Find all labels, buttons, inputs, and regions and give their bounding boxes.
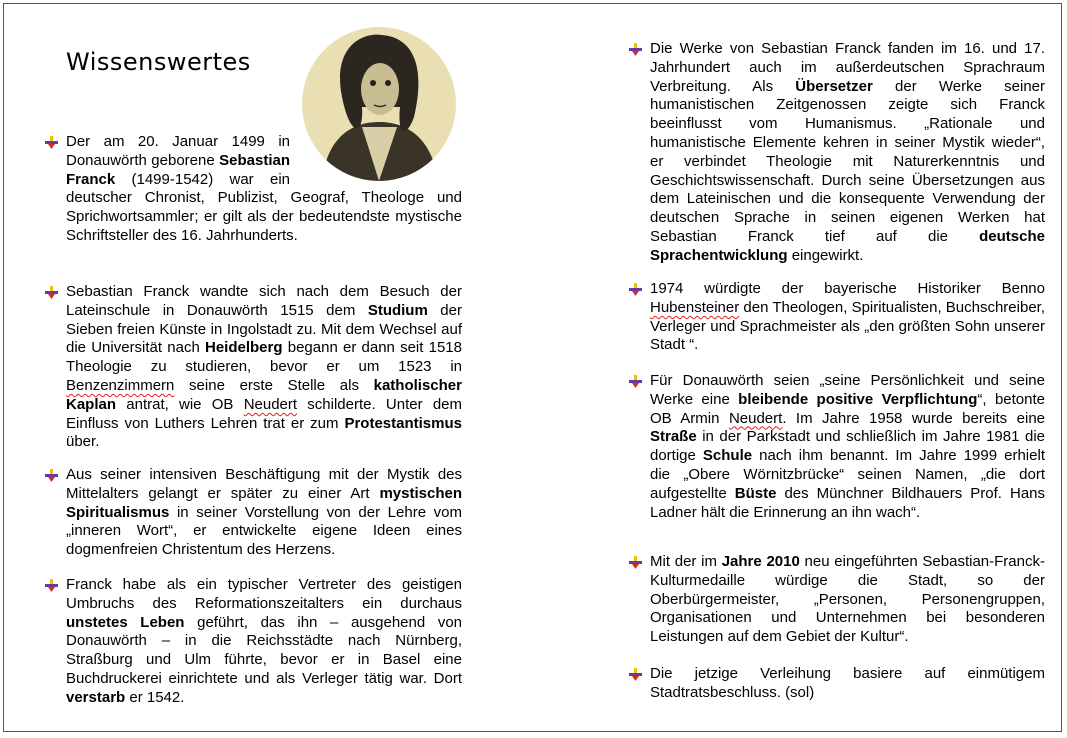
bullet-arrow-icon [45,286,58,299]
bullet-arrow-icon [629,556,642,569]
bold-text: Studium [367,301,428,319]
text-run: seine erste Stelle als [174,376,374,394]
bullet-paragraph [650,553,1045,647]
bullet-paragraph [66,133,462,246]
text-run: Der am 20. Januar 1499 in Donauwörth geborene [66,133,290,169]
text-run: er 1542. [125,688,185,706]
bold-text: Protestantismus [344,414,462,432]
bullet-paragraph [66,283,462,452]
text-run: über. [66,433,100,451]
bold-text: deutsche Sprachentwicklung [650,227,1045,264]
bold-text: katholischer Kaplan [66,376,462,413]
bullet-paragraph [650,280,1045,355]
text-run: geführt, das ihn – ausgehend von Donauwörth – in die Reichsstädte nach Nürnberg, Straßburg und Ulm führte, bevor er in Basel eine Buchdruckerei einrichtete und als Verleger tätig war. Dort [66,613,463,687]
text-run: in der Parkstadt und schließlich im Jahre 1981 die dortige [650,428,1045,465]
bullet-arrow-icon [45,469,58,482]
paragraph-text [650,665,1045,703]
bold-text: mystischen Spiritualismus [66,484,462,521]
bold-text: Heidelberg [205,339,283,357]
text-run: schilderte. Unter dem Einfluss von Luthers Lehren trat er zum [66,395,463,432]
bold-text: unstetes Leben [66,613,185,631]
spellcheck-flagged-word: Hubensteiner [650,298,740,316]
text-run: nach ihm benannt. Im Jahre 1999 erhielt die „Obere Wörnitzbrücke“ seinen Namen, „die dort aufgestellte [650,447,1045,502]
text-run: begann er dann seit 1518 Theologie zu studieren, bevor er um 1523 in [66,339,462,376]
text-run: (1499-1542) war ein deutscher Chronist, Publizist, Geograf, Theologe und Sprichwortsammler; er gilt als der bedeutendste mystische Schriftsteller des 16. Jahrhunderts. [66,170,462,244]
paragraph-text [650,40,1045,266]
paragraph-text [66,133,462,246]
text-run: antrat, wie OB [116,395,244,413]
bold-text: Sebastian Franck [66,151,290,188]
text-run: Mit der im [650,553,722,570]
bullet-arrow-icon [629,375,642,388]
bold-text: bleibende positive Verpflichtung [738,390,978,408]
text-run: den Theologen, Spiritualisten, Buchschreiber, Verleger und Sprachmeister als „den größten Sohn unserer Stadt “. [650,298,1045,354]
spellcheck-flagged-word: Neudert [243,395,298,413]
bold-text: Übersetzer [795,77,873,95]
bullet-arrow-icon [629,43,642,56]
text-run: . Im Jahre 1958 wurde bereits eine [782,409,1045,427]
paragraph-text [650,372,1045,522]
paragraph-text [66,576,462,708]
bullet-paragraph [650,40,1045,266]
text-run: in seiner Vorstellung von der Lehre vom „inneren Wort“, er entwickelte eigene Ideen eines dogmenfreien Christentum des Herzens. [66,503,462,559]
text-run: Die jetzige Verleihung basiere auf einmütigem Stadtratsbeschluss. (sol) [650,665,1045,701]
bullet-arrow-icon [45,579,58,592]
text-run: Aus seiner intensiven Beschäftigung mit der Mystik des Mittelalters gelangt er später zu einer Art [66,466,462,502]
bold-text: Schule [702,447,753,465]
bullet-arrow-icon [45,136,58,149]
text-run: der Werke seiner humanistischen Zeitgenossen zeigte sich Franck beeinflusst vom Humanismus. „Rationale und humanistische Elemente kehren in seiner Mystik wieder“, er verbindet Theologie mit Naturerkenntnis und Geschichtswissenschaft. Durch seine Übersetzungen aus dem Lateinischen und die konsequente Verwendung der deutschen Sprache in seinen eigenen Werken hat Sebastian Franck tief auf die [650,77,1045,245]
paragraph-text [66,466,462,560]
text-run: der Sieben freien Künste in Ingolstadt zu. Mit dem Wechsel auf die Universität nach [66,301,462,357]
bullet-paragraph [66,576,462,708]
bullet-paragraph [650,372,1045,522]
text-run: des Münchner Bildhauers Prof. Hans Ladner hält die Erinnerung an ihn wach“. [650,484,1046,521]
bold-text: Büste [734,484,777,502]
paragraph-text [66,283,462,452]
text-run: Für Donauwörth seien „seine Persönlichkeit und seine Werke eine [650,372,1045,408]
text-run: eingewirkt. [787,246,864,264]
spellcheck-flagged-word: Neudert [728,409,783,427]
bold-text: Jahre 2010 [721,553,800,570]
text-run: “, betonte OB Armin [650,390,1045,427]
image-wrap-space [290,133,462,189]
page-title: Wissenswertes [66,48,251,76]
bullet-paragraph [650,665,1045,703]
text-run: Die Werke von Sebastian Franck fanden im 16. und 17. Jahrhundert auch im außerdeutschen Sprachraum Verbreitung. Als [650,40,1045,95]
paragraph-text [650,280,1045,355]
bullet-arrow-icon [629,283,642,296]
bold-text: Straße [650,428,697,446]
bold-text: verstarb [66,688,126,706]
bullet-arrow-icon [629,668,642,681]
paragraph-text [650,553,1045,647]
text-run: 1974 würdigte der bayerische Historiker Benno [650,280,1045,297]
bullet-paragraph [66,466,462,560]
text-run: Franck habe als ein typischer Vertreter des geistigen Umbruchs des Reformationszeitalters ein durchaus [66,576,462,612]
text-run: Sebastian Franck wandte sich nach dem Besuch der Lateinschule in Donauwörth 1515 dem [66,283,462,319]
spellcheck-flagged-word: Benzenzimmern [66,376,175,394]
text-run: neu eingeführten Sebastian-Franck-Kulturmedaille würdige die Stadt, so der Oberbürgermeister, „Personen, Personengruppen, Organisationen und Unternehmen bei besonderen Leistungen auf dem Gebiet der Kultur“. [650,553,1045,646]
